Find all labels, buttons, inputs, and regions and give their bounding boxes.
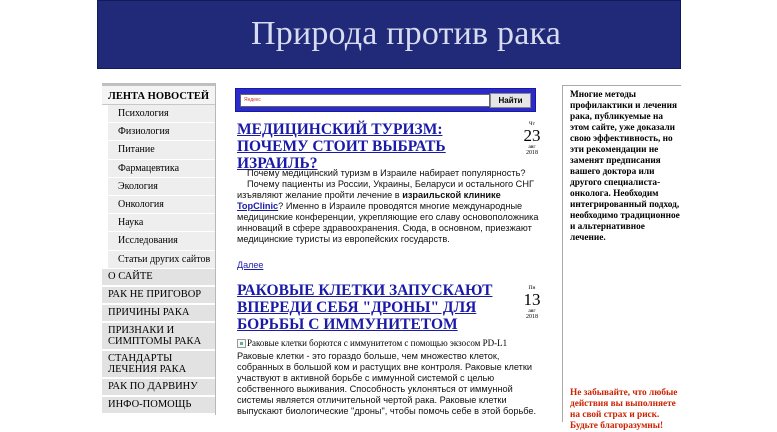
sidebar-item-news-feed[interactable]: ЛЕНТА НОВОСТЕЙ	[102, 83, 215, 105]
article-2-date	[520, 285, 544, 321]
article-1-title[interactable]: МЕДИЦИНСКИЙ ТУРИЗМ: ПОЧЕМУ СТОИТ ВЫБРАТЬ ИЗРАИЛЬ?	[237, 121, 446, 172]
sidebar-item-about[interactable]: О САЙТЕ	[102, 269, 215, 287]
site-header	[97, 0, 681, 69]
article-1-body	[237, 168, 541, 245]
sidebar-item-not-a-sentence[interactable]: РАК НЕ ПРИГОВОР	[102, 287, 215, 305]
broken-image-icon	[237, 339, 246, 348]
sidebar-item-psychology[interactable]: Психология	[108, 105, 215, 123]
article-2-month: авг	[528, 308, 536, 314]
search-input[interactable]: Яндекс	[240, 94, 490, 107]
article-2-weekday: Пн	[528, 285, 536, 291]
article-1-p2: Почему пациенты из России, Украины, Беларуси и остального СНГ изъявляют желание пройти лечение в израильской клинике TopClinic? Именно в Израиле проводятся многие международные медицинские конференции, укрепляющие его славу основоположника инноваций в сфере здравоохранения. Сюда, в основном, приезжают медицинские туристы из европейских государств.	[237, 179, 539, 244]
article-1-p1: Почему медицинский туризм в Израиле набирает популярность?	[247, 168, 526, 178]
article-1-clinic: израильской клинике	[402, 190, 501, 200]
article-2-image[interactable]	[237, 338, 507, 348]
article-2-body: Раковые клетки - это гораздо больше, чем множество клеток, собранных в большой ком и растущих вне контроля. Раковые клетки участвуют в активной борьбе с иммунной системой с целью собственного выживания. Способность уклоняться от иммунной системы является отличительной чертой рака. Раковые клетки выпускают биологические "дроны", чтобы помочь себе в этой борьбе.	[237, 351, 537, 416]
disclaimer-panel	[562, 85, 681, 431]
sidebar-item-oncology[interactable]: Онкология	[108, 196, 215, 214]
article-1-day: 23	[523, 126, 541, 145]
search-button[interactable]: Найти	[490, 93, 531, 108]
disclaimer-text: Многие методы профилактики и лечения рака, публикуемые на этом сайте, уже доказали свою эффективность, но эти рекомендации не заменят предписания вашего доктора или другого специалиста-онколога. Необходим интегрированный подход, необходимо традиционное и альтернативное лечение.	[570, 90, 680, 243]
topclinic-link[interactable]: TopClinic	[237, 201, 279, 211]
sidebar-item-physiology[interactable]: Физиология	[108, 123, 215, 141]
site-title: Природа против рака	[251, 15, 561, 52]
sidebar-item-treatment-standards[interactable]: СТАНДАРТЫ ЛЕЧЕНИЯ РАКА	[102, 351, 215, 379]
sidebar-item-other-sites[interactable]: Статьи других сайтов	[108, 251, 215, 269]
sidebar-item-info-help[interactable]: ИНФО-ПОМОЩЬ	[102, 397, 215, 415]
sidebar-nav	[102, 83, 216, 415]
article-1-month: авг	[528, 144, 536, 150]
sidebar-item-science[interactable]: Наука	[108, 214, 215, 232]
sidebar-item-darwin[interactable]: РАК ПО ДАРВИНУ	[102, 379, 215, 397]
search-bar	[235, 88, 536, 112]
read-more-link[interactable]: Далее	[237, 260, 264, 270]
sidebar-item-pharmaceutics[interactable]: Фармацевтика	[108, 160, 215, 178]
sidebar-item-research[interactable]: Исследования	[108, 232, 215, 250]
article-1-year: 2018	[526, 150, 538, 156]
sidebar-item-causes[interactable]: ПРИЧИНЫ РАКА	[102, 305, 215, 323]
article-1-weekday: Чт	[529, 121, 535, 127]
article-2-title[interactable]: РАКОВЫЕ КЛЕТКИ ЗАПУСКАЮТ ВПЕРЕДИ СЕБЯ "ДРОНЫ" ДЛЯ БОРЬБЫ С ИММУНИТЕТОМ	[237, 282, 493, 333]
article-2-image-alt: Раковые клетки борются с иммунитетом с помощью экзосом PD-L1	[247, 338, 508, 348]
sidebar-item-nutrition[interactable]: Питание	[108, 141, 215, 159]
article-1-date	[520, 121, 544, 157]
sidebar-item-symptoms[interactable]: ПРИЗНАКИ И СИМПТОМЫ РАКА	[102, 323, 215, 351]
disclaimer-warning: Не забывайте, что любые действия вы выполняете на свой страх и риск. Будьте благоразумны!	[570, 388, 678, 431]
article-2-year: 2018	[526, 314, 538, 320]
sidebar-item-ecology[interactable]: Экология	[108, 178, 215, 196]
article-2-day: 13	[523, 290, 541, 309]
